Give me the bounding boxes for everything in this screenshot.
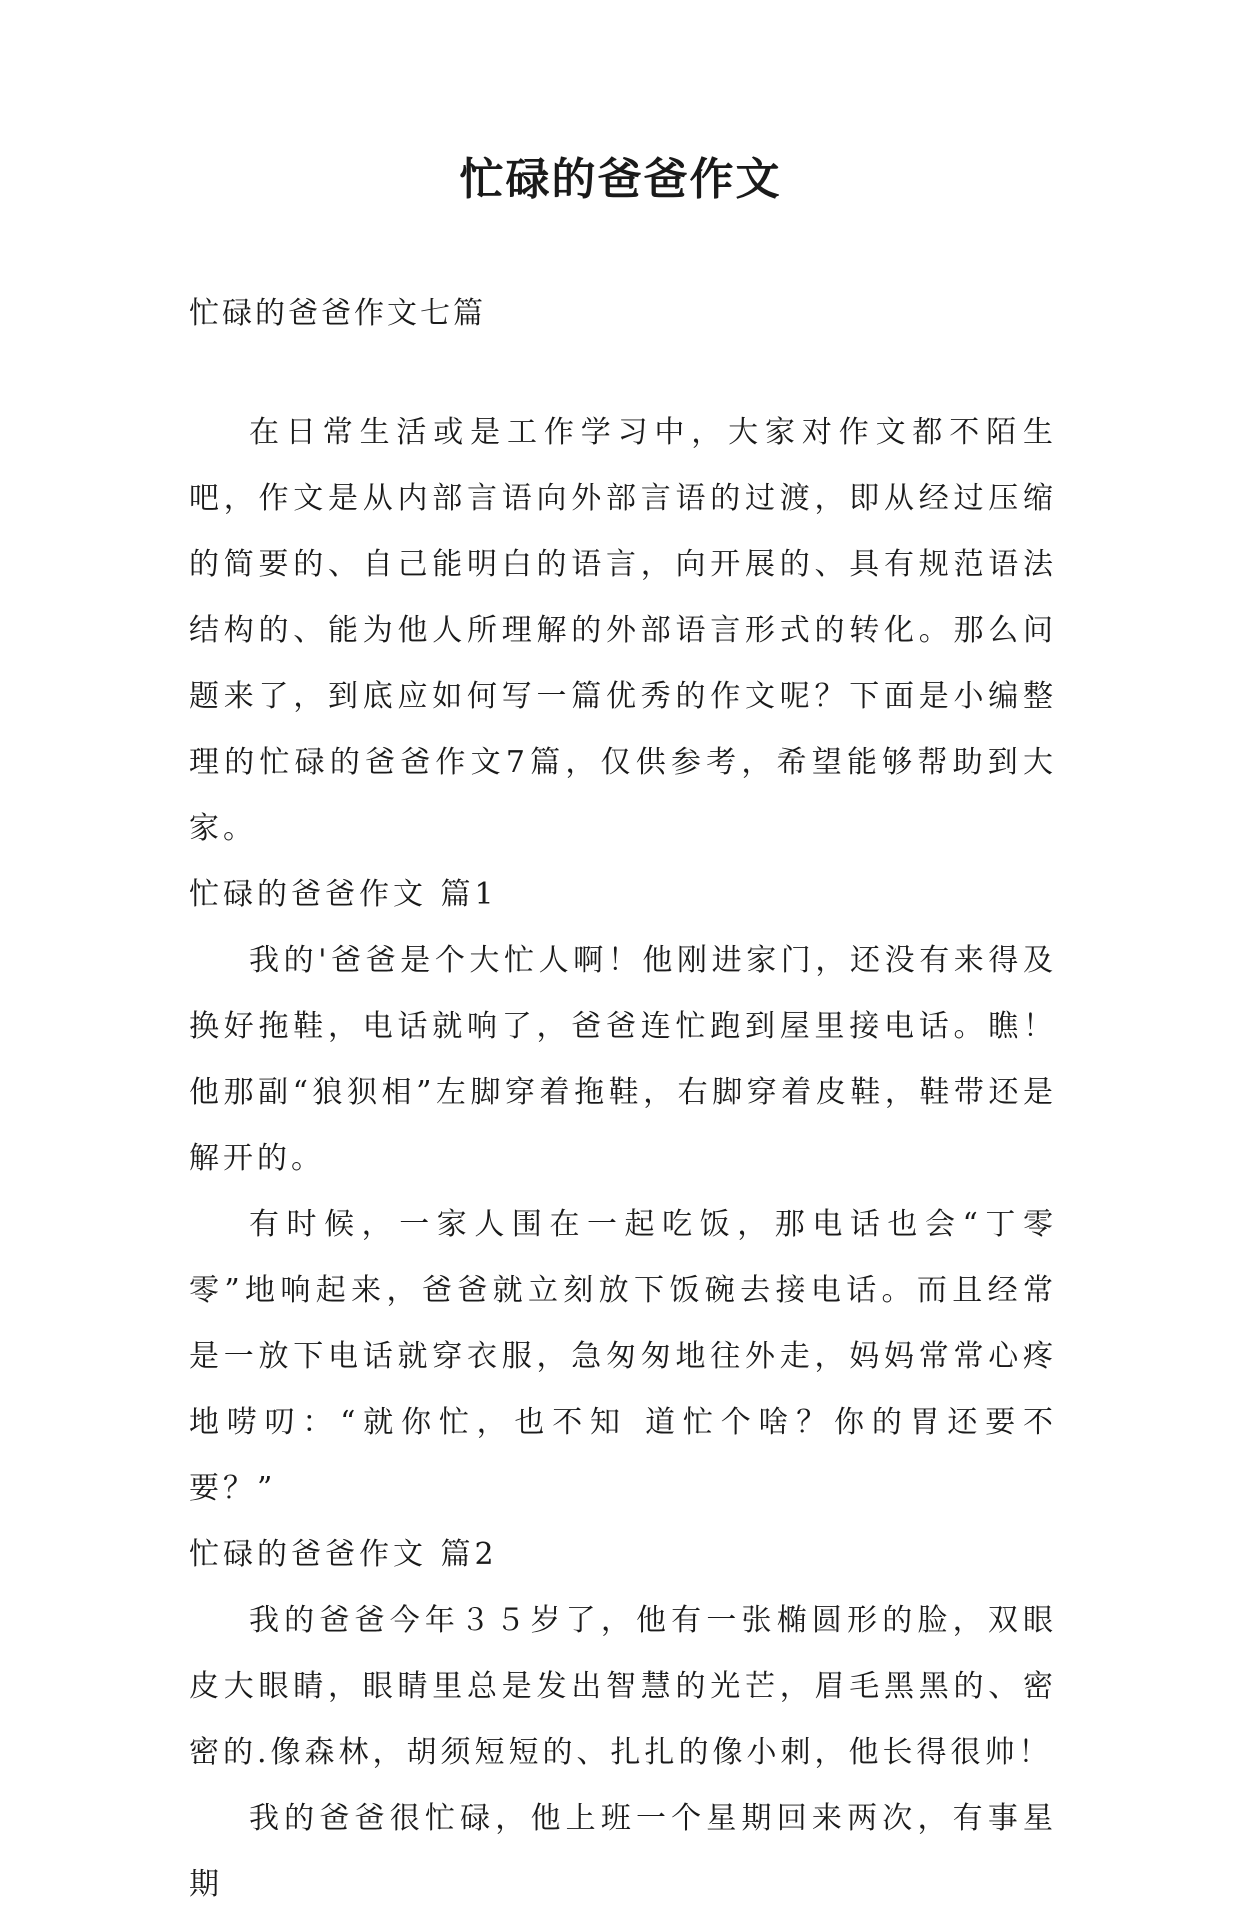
section-paragraph: 我的爸爸很忙碌，他上班一个星期回来两次，有事星期 <box>189 1801 1057 1902</box>
section-paragraph: 我的'爸爸是个大忙人啊！他刚进家门，还没有来得及换好拖鞋，电话就响了，爸爸连忙跑到屋里接电话。瞧！他那副“狼狈相”左脚穿着拖鞋，右脚穿着皮鞋，鞋带还是解开的。 <box>189 943 1057 1176</box>
section-paragraph: 有时候，一家人围在一起吃饭，那电话也会“丁零零”地响起来，爸爸就立刻放下饭碗去接电话。而且经常是一放下电话就穿衣服，急匆匆地往外走，妈妈常常心疼地唠叨：“就你忙，也不知 道忙个啥？你的胃还要不要？” <box>189 1207 1057 1506</box>
section-paragraph: 我的爸爸今年３５岁了，他有一张椭圆形的脸，双眼皮大眼睛，眼睛里总是发出智慧的光芒，眉毛黑黑的、密密的.像森林，胡须短短的、扎扎的像小刺，他长得很帅！ <box>189 1603 1057 1770</box>
document-subtitle: 忙碌的爸爸作文七篇 <box>189 296 486 331</box>
intro-paragraph: 在日常生活或是工作学习中，大家对作文都不陌生吧，作文是从内部言语向外部言语的过渡，即从经过压缩的简要的、自己能明白的语言，向开展的、具有规范语法结构的、能为他人所理解的外部语言形式的转化。那么问题来了，到底应如何写一篇优秀的作文呢？下面是小编整理的忙碌的爸爸作文7篇，仅供参考，希望能够帮助到大家。 <box>189 415 1057 846</box>
document-title: 忙碌的爸爸作文 <box>459 154 782 205</box>
section-heading: 忙碌的爸爸作文 篇2 <box>189 1537 498 1572</box>
section-heading: 忙碌的爸爸作文 篇1 <box>189 877 498 912</box>
document-body <box>189 400 1057 1918</box>
